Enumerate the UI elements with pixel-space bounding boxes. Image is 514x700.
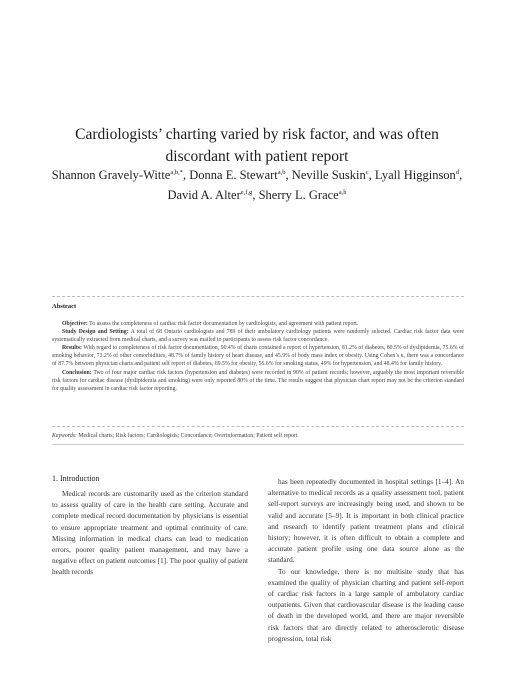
author-list bbox=[48, 164, 466, 204]
author-affiliation-marker: a,h bbox=[338, 189, 347, 196]
abstract-body bbox=[52, 320, 464, 393]
body-paragraph: Medical records are customarily used as the criterion standard to assess quality of care in the health care setting. Accurate and complete medical record documentation by physicians is essential to ensure appropriate treatment and optimal continuity of care. Missing information in medical charts can lead to medication errors, poorer quality patient management, and may have a negative effect on patient outcomes [1]. The poor quality of patient health records bbox=[52, 489, 248, 577]
author-affiliation-marker: a,b,* bbox=[170, 169, 183, 176]
author-name: David A. Alter bbox=[167, 188, 241, 202]
conclusion-label: Conclusion: bbox=[62, 369, 92, 376]
author-affiliation-marker: c bbox=[365, 169, 369, 176]
author-affiliation-marker: d bbox=[455, 169, 460, 176]
author-name: Donna E. Stewart bbox=[189, 168, 278, 182]
body-paragraph: has been repeatedly documented in hospital settings [1–4]. An alternative to medical records as a quality assessment tool, patient self-report surveys are increasingly being used, and shown to be valid and accurate [5–9]. It is important in both clinical practice and research to identify patient treatment plans and clinical history; however, it is often difficult to obtain a complete and accurate patient profile using one data source alone as the standard. bbox=[268, 477, 464, 565]
front-matter-rule bbox=[52, 444, 464, 445]
author-affiliation-marker: e,f,g bbox=[240, 189, 253, 196]
keywords-text: Medical charts; Risk factors; Cardiologists; Concordance; Overinformation; Patient self report bbox=[78, 433, 298, 439]
abstract-conclusion bbox=[52, 369, 464, 393]
abstract-heading: Abstract bbox=[52, 303, 77, 310]
results-label: Results: bbox=[62, 345, 82, 352]
author-separator: , bbox=[252, 188, 259, 202]
design-text: A total of 68 Ontario cardiologists and 789 of their ambulatory cardiology patients were randomly selected. Cardiac risk factor data were systematically extracted from medical charts, and a survey was mailed to participants to assess risk factor concordance. bbox=[52, 329, 464, 344]
author-name: Neville Suskin bbox=[291, 168, 366, 182]
abstract-top-rule bbox=[52, 296, 464, 297]
keywords-label: Keywords: bbox=[52, 433, 77, 439]
design-label: Study Design and Setting: bbox=[62, 329, 129, 336]
objective-text: To assess the completeness of cardiac risk factor documentation by cardiologists, and agreement with patient report. bbox=[89, 321, 359, 327]
author-name: Lyall Higginson bbox=[374, 168, 456, 182]
author-affiliation-marker: a,b bbox=[277, 169, 286, 176]
objective-label: Objective: bbox=[62, 321, 88, 327]
conclusion-text: Two of four major cardiac risk factors (hypertension and diabetes) were recorded in 90% of patient records; however, arguably the most important reversible risk factors for cardiac disease (dyslipidemia and smoking) were only reported 80% of the time. The results suggest that physician chart report may not be the criterion standard for quality assessment in cardiac risk factor reporting. bbox=[52, 369, 464, 392]
author-separator: , bbox=[368, 168, 375, 182]
author-separator: , bbox=[459, 168, 463, 182]
author-separator: , bbox=[285, 168, 292, 182]
body-paragraph: To our knowledge, there is no multisite study that has examined the quality of physician charting and patient self-report of cardiac risk factors in a large sample of ambulatory cardiac outpatients. Given that cardiovascular disease is the leading cause of death in the developed world, and there are major reversible risk factors that are directly related to atherosclerotic disease progression, total risk bbox=[268, 566, 464, 643]
author-separator: , bbox=[183, 168, 190, 182]
paper-title: Cardiologists’ charting varied by risk factor, and was often discordant with patient report bbox=[75, 126, 439, 165]
body-column-left bbox=[52, 488, 248, 578]
abstract-design bbox=[52, 328, 464, 344]
keywords-line bbox=[52, 432, 464, 440]
results-text: With regard to completeness of risk factor documentation, 90.4% of charts contained a report of hypertension, 81.2% of diabetes, 80.5% of dyslipidemia, 75.6% of smoking behavior, 73.2% of other comorbidities, 48.7% of family history of heart disease, and 45.9% of body mass index or obesity. Using Cohen’s κ, there was a concordance of 87.7% between physician charts and patient self report of diabetes, 69.5% for obesity, 56.6% for smoking status, 49% for hypertension, and 48.4% for family history. bbox=[52, 345, 464, 368]
abstract-bottom-rule bbox=[52, 426, 464, 427]
body-column-right bbox=[268, 476, 464, 644]
section-heading-introduction: 1. Introduction bbox=[52, 474, 100, 483]
abstract-results bbox=[52, 344, 464, 368]
abstract-objective bbox=[52, 320, 464, 328]
author-name: Sherry L. Grace bbox=[258, 188, 339, 202]
author-name: Shannon Gravely-Witte bbox=[51, 168, 171, 182]
